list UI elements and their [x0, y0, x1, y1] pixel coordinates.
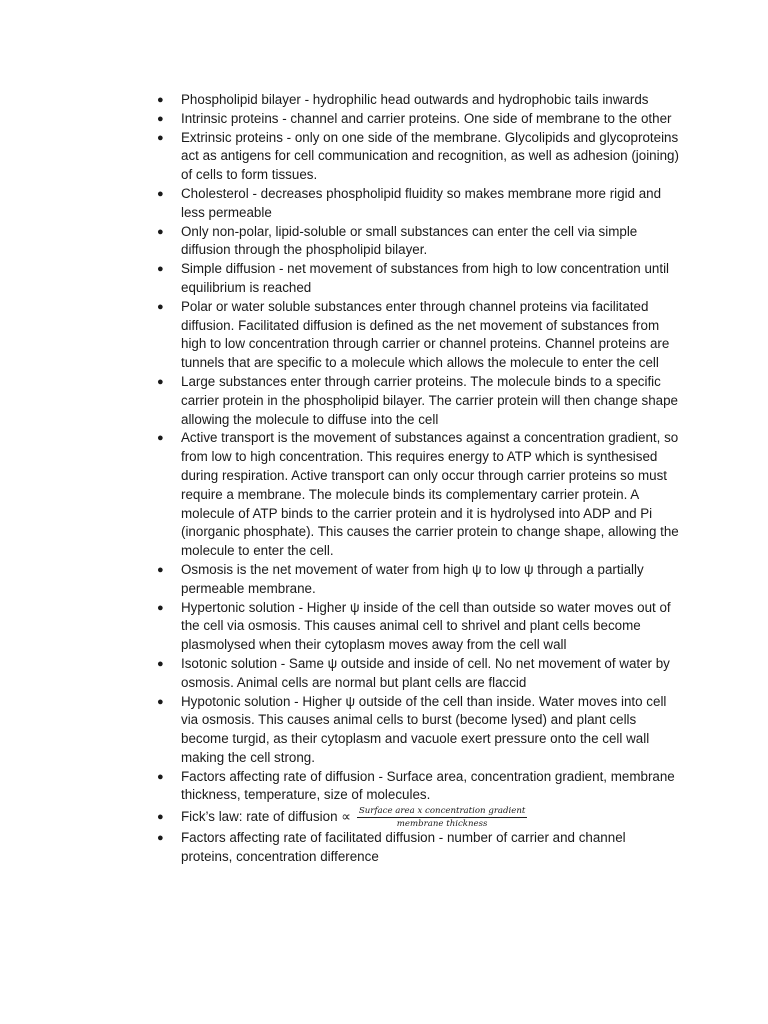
bullet-icon: ● [157, 187, 164, 200]
bullet-icon: ● [157, 832, 164, 845]
note-text: Hypertonic solution - Higher ψ inside of the cell than outside so water moves out of the cell via osmosis. This causes animal cell to shrivel and plant cells become plasmolysed when their cytoplasm moves away from the cell wall [181, 599, 671, 653]
list-item [155, 599, 680, 655]
list-item [155, 298, 680, 373]
bullet-icon: ● [157, 811, 164, 824]
note-text: Large substances enter through carrier proteins. The molecule binds to a specific carrier protein in the phospholipid bilayer. The carrier protein will then change shape allowing the molecule to diffuse into the cell [181, 373, 678, 427]
fick-fraction [357, 806, 528, 829]
note-text: Cholesterol - decreases phospholipid fluidity so makes membrane more rigid and less permeable [181, 185, 662, 220]
list-item [155, 185, 680, 223]
list-item [155, 110, 680, 129]
list-item [155, 655, 680, 693]
note-text: Factors affecting rate of diffusion - Surface area, concentration gradient, membrane thickness, temperature, size of molecules. [181, 768, 675, 803]
note-text: Polar or water soluble substances enter through channel proteins via facilitated diffusion. Facilitated diffusion is defined as the net movement of substances from high to low concentration through carrier or channel proteins. Channel proteins are tunnels that are specific to a molecule which allows the molecule to enter the cell [181, 298, 670, 371]
note-text: Intrinsic proteins - channel and carrier proteins. One side of membrane to the other [181, 110, 672, 126]
bullet-icon: ● [157, 601, 164, 614]
bullet-icon: ● [157, 432, 164, 445]
bullet-icon: ● [157, 770, 164, 783]
fraction-denominator: membrane thickness [396, 818, 488, 829]
note-text: Osmosis is the net movement of water from high ψ to low ψ through a partially permeable membrane. [181, 561, 644, 596]
list-item [155, 129, 680, 185]
note-text: Only non-polar, lipid-soluble or small substances can enter the cell via simple diffusion through the phospholipid bilayer. [181, 223, 638, 258]
note-text: Hypotonic solution - Higher ψ outside of the cell than inside. Water moves into cell via osmosis. This causes animal cells to burst (become lysed) and plant cells become turgid, as their cytoplasm and vacuole exert pressure onto the cell wall making the cell strong. [181, 693, 667, 765]
list-item [155, 829, 680, 867]
list-item [155, 373, 680, 429]
bullet-icon: ● [157, 375, 164, 388]
note-text: Factors affecting rate of facilitated diffusion - number of carrier and channel proteins, concentration difference [181, 830, 626, 865]
note-text: Isotonic solution - Same ψ outside and inside of cell. No net movement of water by osmosis. Animal cells are normal but plant cells are flaccid [181, 655, 670, 690]
list-item [155, 223, 680, 261]
note-text: Phospholipid bilayer - hydrophilic head outwards and hydrophobic tails inwards [181, 92, 649, 107]
list-item [155, 91, 680, 110]
fick-law-item [155, 805, 680, 829]
list-item [155, 429, 680, 561]
fick-law-label: Fick’s law: rate of diffusion ∝ [181, 808, 351, 824]
fraction-numerator: Surface area x concentration gradient [358, 805, 526, 816]
notes-list [155, 91, 680, 867]
bullet-icon: ● [157, 94, 164, 106]
bullet-icon: ● [157, 263, 164, 276]
bullet-icon: ● [157, 563, 164, 576]
note-text: Active transport is the movement of substances against a concentration gradient, so from low to high concentration. This requires energy to ATP which is synthesised during respiration. Active transport can only occur through carrier proteins so must require a membrane. The molecule binds its complementary carrier protein. A molecule of ATP binds to the carrier protein and it is hydrolysed into ADP and Pi (inorganic phosphate). This causes the carrier protein to change shape, allowing the molecule to enter the cell. [181, 430, 679, 559]
fick-law-line [181, 805, 680, 829]
bullet-icon: ● [157, 657, 164, 670]
bullet-icon: ● [157, 695, 164, 708]
bullet-icon: ● [157, 131, 164, 144]
note-text: Simple diffusion - net movement of substances from high to low concentration until equilibrium is reached [181, 261, 670, 295]
list-item [155, 768, 680, 806]
bullet-icon: ● [157, 300, 164, 313]
list-item [155, 561, 680, 599]
bullet-icon: ● [157, 112, 164, 125]
bullet-icon: ● [157, 225, 164, 238]
list-item [155, 693, 680, 768]
list-item [155, 260, 680, 298]
note-text: Extrinsic proteins - only on one side of the membrane. Glycolipids and glycoproteins act as antigens for cell communication and recognition, as well as adhesion (joining) of cells to form tissues. [181, 129, 679, 183]
